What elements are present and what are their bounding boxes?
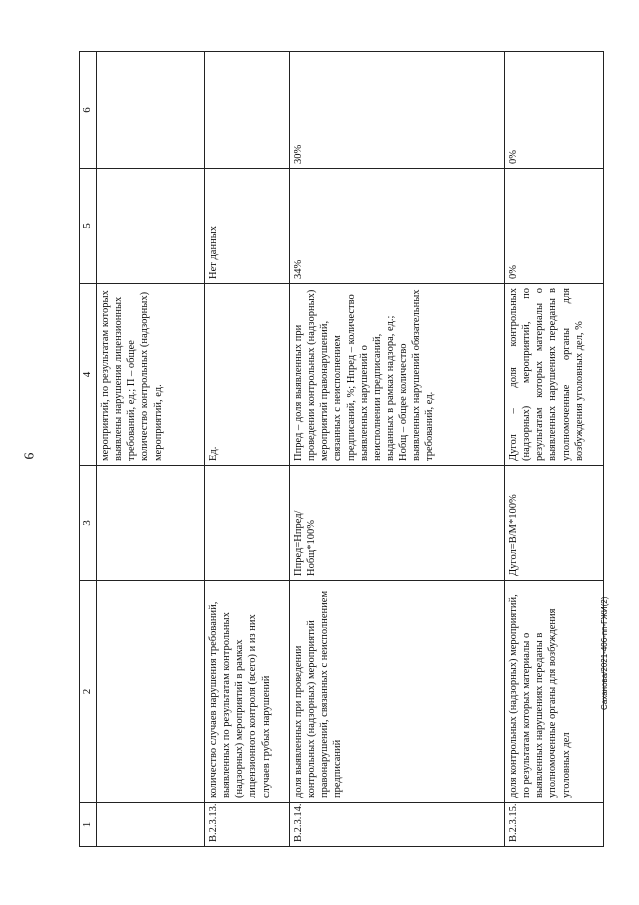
page-number: 9: [20, 452, 36, 460]
table-row: [505, 52, 604, 847]
row-value-5: 34%: [290, 169, 505, 284]
row-name: [97, 581, 205, 803]
row-formula: [97, 466, 205, 581]
row-description: мероприятий, по результатам которых выявлены нарушения лицензионных требований, ед.; П – общее количество контрольных (надзорных) мероприятий, ед.: [97, 284, 205, 466]
row-formula: Ппред=Нпред/Нобщ*100%: [290, 466, 505, 581]
column-header: 6: [80, 52, 97, 169]
table-row: [205, 52, 290, 847]
row-name: доля контрольных (надзорных) мероприятий, по результатам которых материалы о выявленных нарушениях переданы в уполномоченные органы для возбуждения уголовных дел: [505, 581, 604, 803]
row-description: Ппред – доля выявленных при проведении контрольных (надзорных) мероприятий правонарушений, связанных с неисполнением предписаний, %; Нпред – количество выявленных нарушений о неисполнении предписаний, выданных в рамках надзора, ед.; Нобщ – общее количество выявленных нарушений обязательных требований, ед.: [290, 284, 505, 466]
row-id: В.2.3.13.: [205, 803, 290, 847]
row-value-6: 0%: [505, 52, 604, 169]
row-value-5: Нет данных: [205, 169, 290, 284]
table-header-row: [80, 52, 97, 847]
row-value-5: [97, 169, 205, 284]
row-description: Дугол – доля контрольных (надзорных) мероприятий, по результатам которых материалы о выявленных нарушениях переданы в уполномоченные органы для возбуждения уголовных дел, %: [505, 284, 604, 466]
document-stamp: Саханова/2021-406-пп-ГЖИ(2): [600, 596, 609, 710]
table-sheet: [79, 52, 584, 847]
column-header: 3: [80, 466, 97, 581]
row-value-5: 0%: [505, 169, 604, 284]
table-row: [97, 52, 205, 847]
row-description: Ед.: [205, 284, 290, 466]
row-value-6: 30%: [290, 52, 505, 169]
row-id: В.2.3.15.: [505, 803, 604, 847]
column-header: 1: [80, 803, 97, 847]
column-header: 5: [80, 169, 97, 284]
rotated-table-frame: [79, 52, 584, 847]
row-name: доля выявленных при проведении контрольных (надзорных) мероприятий правонарушений, связанных с неисполнением предписаний: [290, 581, 505, 803]
row-value-6: [97, 52, 205, 169]
column-header: 2: [80, 581, 97, 803]
table-row: [290, 52, 505, 847]
row-formula: [205, 466, 290, 581]
row-formula: Дугол=В/М*100%: [505, 466, 604, 581]
indicator-table: [79, 51, 604, 847]
row-id: В.2.3.14.: [290, 803, 505, 847]
row-id: [97, 803, 205, 847]
row-name: количество случаев нарушения требований, выявленных по результатам контрольных (надзорных) мероприятий в рамках лицензионного контроля (всего) и из них случаев грубых нарушений: [205, 581, 290, 803]
column-header: 4: [80, 284, 97, 466]
row-value-6: [205, 52, 290, 169]
